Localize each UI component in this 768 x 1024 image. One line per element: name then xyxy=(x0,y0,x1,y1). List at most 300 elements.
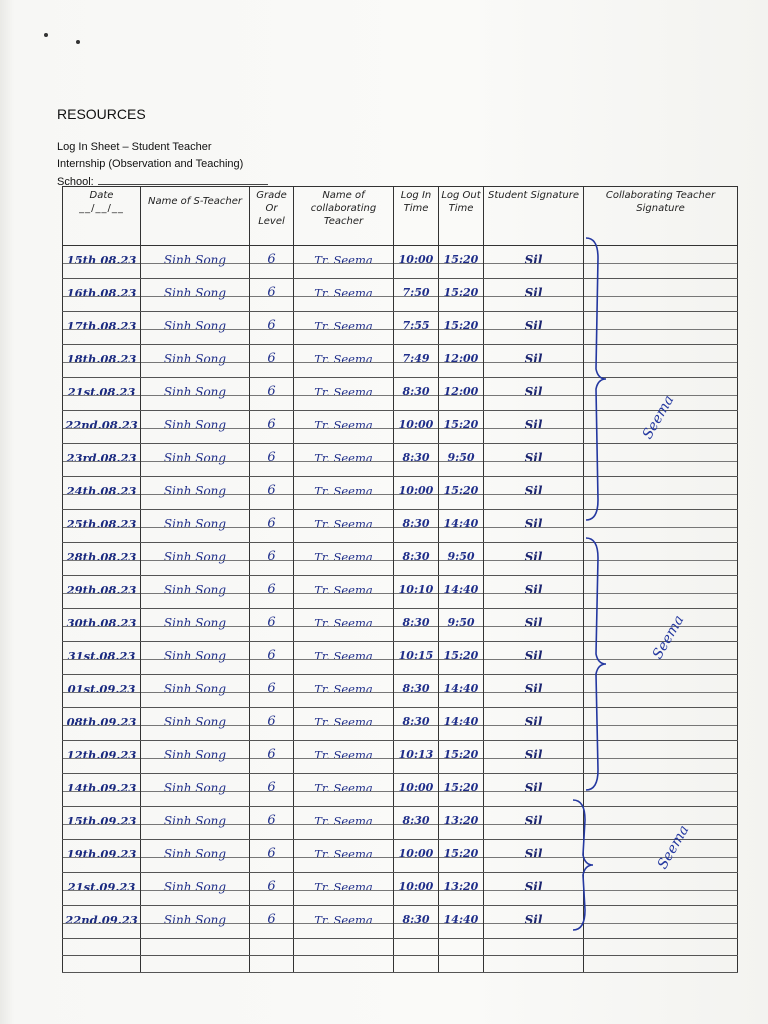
cell-in-text: 8:30 xyxy=(402,682,430,695)
cell-teacher-text: Tr. Seema xyxy=(314,484,373,498)
cell-name xyxy=(141,609,250,642)
cell-sig xyxy=(484,543,584,576)
cell-collab-signature xyxy=(584,840,738,873)
cell-out-text: 15:20 xyxy=(443,286,479,299)
cell-collab-signature xyxy=(584,675,738,708)
cell-in xyxy=(394,345,439,378)
cell-date-text: 31st.08.23 xyxy=(67,649,136,663)
cell-out xyxy=(439,411,484,444)
cell-name xyxy=(141,840,250,873)
cell-date xyxy=(63,411,141,444)
cell-collab-signature xyxy=(584,312,738,345)
cell-sig-text: Sil xyxy=(524,451,543,465)
cell-name-text: Sinh Song xyxy=(163,352,227,366)
cell-collab-signature xyxy=(584,345,738,378)
cell-out xyxy=(439,477,484,510)
cell-teacher xyxy=(294,906,394,939)
cell-name-text: Sinh Song xyxy=(163,880,227,894)
cell-date xyxy=(63,312,141,345)
collab-signature-mark: Seema xyxy=(654,822,693,872)
cell-out xyxy=(439,279,484,312)
cell-out-text: 12:00 xyxy=(443,385,479,398)
cell-grade xyxy=(250,378,294,411)
cell-sig xyxy=(484,477,584,510)
cell-grade-text: 6 xyxy=(267,516,276,531)
cell-sig-text: Sil xyxy=(524,913,543,927)
cell-sig-text: Sil xyxy=(524,649,543,663)
cell-grade-text: 6 xyxy=(267,582,276,597)
cell-in xyxy=(394,510,439,543)
cell-out-text: 14:40 xyxy=(443,517,479,530)
table-row xyxy=(63,246,738,279)
cell-collab-signature xyxy=(584,246,738,279)
cell-date xyxy=(63,741,141,774)
cell-date-text: 21st.08.23 xyxy=(67,385,136,399)
cell-out xyxy=(439,774,484,807)
cell-date-text: 19th.09.23 xyxy=(66,847,137,861)
cell-teacher xyxy=(294,642,394,675)
cell-out-text: 14:40 xyxy=(443,913,479,926)
cell-name-text: Sinh Song xyxy=(163,847,227,861)
cell-collab-signature xyxy=(584,873,738,906)
cell-name xyxy=(141,411,250,444)
cell-teacher xyxy=(294,510,394,543)
cell-date xyxy=(63,378,141,411)
cell-sig-text: Sil xyxy=(524,748,543,762)
cell-in-text: 8:30 xyxy=(402,715,430,728)
cell-out xyxy=(439,675,484,708)
cell-out xyxy=(439,378,484,411)
cell-teacher-text: Tr. Seema xyxy=(314,649,373,663)
cell-name xyxy=(141,708,250,741)
cell-sig-text: Sil xyxy=(524,517,543,531)
cell-out xyxy=(439,906,484,939)
cell-in-text: 8:30 xyxy=(402,616,430,629)
col-logout: Log Out Time xyxy=(439,187,484,246)
cell-grade xyxy=(250,840,294,873)
cell-name-text: Sinh Song xyxy=(163,385,227,399)
cell-name xyxy=(141,774,250,807)
cell-teacher xyxy=(294,378,394,411)
cell-in xyxy=(394,312,439,345)
cell-teacher xyxy=(294,873,394,906)
cell-out-text: 15:20 xyxy=(443,847,479,860)
cell-in-text: 10:15 xyxy=(398,649,434,662)
table-row xyxy=(63,708,738,741)
cell-grade xyxy=(250,906,294,939)
cell-collab-signature xyxy=(584,741,738,774)
cell-in-text: 10:10 xyxy=(398,583,434,596)
cell-sig xyxy=(484,642,584,675)
cell-teacher-text: Tr. Seema xyxy=(314,913,373,927)
cell-teacher xyxy=(294,444,394,477)
cell-sig xyxy=(484,873,584,906)
empty-cell xyxy=(250,956,294,973)
cell-in-text: 7:50 xyxy=(402,286,430,299)
cell-name-text: Sinh Song xyxy=(163,484,227,498)
cell-in xyxy=(394,642,439,675)
sheet-subtitle: Internship (Observation and Teaching) xyxy=(57,158,244,170)
cell-collab-signature xyxy=(584,411,738,444)
cell-sig xyxy=(484,246,584,279)
cell-in-text: 10:00 xyxy=(398,847,434,860)
cell-name xyxy=(141,873,250,906)
cell-name-text: Sinh Song xyxy=(163,517,227,531)
cell-out-text: 13:20 xyxy=(443,814,479,827)
cell-date xyxy=(63,510,141,543)
cell-name xyxy=(141,906,250,939)
cell-grade xyxy=(250,741,294,774)
cell-out-text: 13:20 xyxy=(443,880,479,893)
cell-sig xyxy=(484,345,584,378)
cell-grade xyxy=(250,576,294,609)
cell-teacher-text: Tr. Seema xyxy=(314,682,373,696)
empty-cell xyxy=(141,956,250,973)
cell-in-text: 8:30 xyxy=(402,913,430,926)
cell-out-text: 15:20 xyxy=(443,484,479,497)
header-row xyxy=(63,187,738,246)
cell-name xyxy=(141,378,250,411)
cell-name xyxy=(141,543,250,576)
cell-out xyxy=(439,609,484,642)
cell-grade xyxy=(250,642,294,675)
cell-teacher-text: Tr. Seema xyxy=(314,517,373,531)
cell-teacher-text: Tr. Seema xyxy=(314,781,373,795)
cell-teacher-text: Tr. Seema xyxy=(314,616,373,630)
cell-in xyxy=(394,246,439,279)
cell-date xyxy=(63,477,141,510)
cell-grade-text: 6 xyxy=(267,714,276,729)
cell-sig-text: Sil xyxy=(524,616,543,630)
cell-name xyxy=(141,576,250,609)
cell-grade-text: 6 xyxy=(267,780,276,795)
col-student-signature: Student Signature xyxy=(484,187,584,246)
cell-sig xyxy=(484,675,584,708)
cell-in-text: 7:55 xyxy=(402,319,430,332)
cell-teacher xyxy=(294,609,394,642)
cell-date xyxy=(63,873,141,906)
cell-grade-text: 6 xyxy=(267,879,276,894)
cell-date-text: 18th.08.23 xyxy=(66,352,137,366)
cell-in-text: 10:13 xyxy=(398,748,434,761)
cell-grade xyxy=(250,873,294,906)
cell-teacher xyxy=(294,279,394,312)
cell-teacher xyxy=(294,543,394,576)
section-title: RESOURCES xyxy=(57,106,146,122)
cell-in xyxy=(394,543,439,576)
cell-date xyxy=(63,906,141,939)
cell-sig xyxy=(484,807,584,840)
cell-out xyxy=(439,708,484,741)
cell-date-text: 23rd.08.23 xyxy=(66,451,137,465)
cell-name-text: Sinh Song xyxy=(163,715,227,729)
cell-grade-text: 6 xyxy=(267,483,276,498)
cell-in-text: 10:00 xyxy=(398,880,434,893)
cell-teacher-text: Tr. Seema xyxy=(314,319,373,333)
cell-grade xyxy=(250,246,294,279)
cell-grade xyxy=(250,444,294,477)
cell-in-text: 8:30 xyxy=(402,385,430,398)
cell-teacher xyxy=(294,411,394,444)
cell-date-text: 14th.09.23 xyxy=(66,781,137,795)
cell-sig-text: Sil xyxy=(524,385,543,399)
table-row xyxy=(63,543,738,576)
cell-collab-signature xyxy=(584,378,738,411)
cell-sig xyxy=(484,840,584,873)
cell-teacher xyxy=(294,675,394,708)
cell-name-text: Sinh Song xyxy=(163,616,227,630)
empty-cell xyxy=(584,939,738,956)
school-blank-line xyxy=(98,175,268,185)
log-table xyxy=(62,186,738,973)
cell-sig-text: Sil xyxy=(524,781,543,795)
cell-out-text: 15:20 xyxy=(443,418,479,431)
cell-name-text: Sinh Song xyxy=(163,550,227,564)
empty-cell xyxy=(484,956,584,973)
cell-teacher-text: Tr. Seema xyxy=(314,418,373,432)
cell-out-text: 15:20 xyxy=(443,649,479,662)
cell-out-text: 15:20 xyxy=(443,253,479,266)
blank-row xyxy=(63,939,738,956)
cell-date xyxy=(63,576,141,609)
cell-date-text: 30th.08.23 xyxy=(66,616,137,630)
cell-grade xyxy=(250,609,294,642)
table-row xyxy=(63,510,738,543)
cell-name-text: Sinh Song xyxy=(163,319,227,333)
cell-sig xyxy=(484,312,584,345)
cell-in xyxy=(394,675,439,708)
cell-sig xyxy=(484,708,584,741)
empty-cell xyxy=(250,939,294,956)
cell-sig-text: Sil xyxy=(524,319,543,333)
cell-teacher-text: Tr. Seema xyxy=(314,880,373,894)
cell-collab-signature xyxy=(584,576,738,609)
cell-date-text: 25th.08.23 xyxy=(66,517,137,531)
col-collab-teacher: Name of collaborating Teacher xyxy=(294,187,394,246)
cell-name-text: Sinh Song xyxy=(163,418,227,432)
table-row xyxy=(63,609,738,642)
cell-name xyxy=(141,510,250,543)
col-grade: Grade Or Level xyxy=(250,187,294,246)
cell-teacher xyxy=(294,576,394,609)
cell-sig-text: Sil xyxy=(524,286,543,300)
cell-grade-text: 6 xyxy=(267,813,276,828)
collab-signature-mark: Seema xyxy=(649,612,688,662)
cell-teacher-text: Tr. Seema xyxy=(314,847,373,861)
cell-date xyxy=(63,675,141,708)
table-row xyxy=(63,840,738,873)
cell-teacher-text: Tr. Seema xyxy=(314,715,373,729)
cell-out xyxy=(439,576,484,609)
cell-name xyxy=(141,642,250,675)
cell-date xyxy=(63,642,141,675)
cell-grade xyxy=(250,477,294,510)
table-row xyxy=(63,807,738,840)
cell-name-text: Sinh Song xyxy=(163,748,227,762)
cell-grade xyxy=(250,807,294,840)
cell-name-text: Sinh Song xyxy=(163,649,227,663)
table-row xyxy=(63,345,738,378)
empty-cell xyxy=(584,956,738,973)
cell-in xyxy=(394,378,439,411)
table-row xyxy=(63,312,738,345)
cell-sig-text: Sil xyxy=(524,583,543,597)
cell-name-text: Sinh Song xyxy=(163,286,227,300)
cell-grade-text: 6 xyxy=(267,747,276,762)
empty-cell xyxy=(394,939,439,956)
cell-date-text: 29th.08.23 xyxy=(66,583,137,597)
ink-dot xyxy=(76,40,80,44)
cell-sig xyxy=(484,378,584,411)
cell-teacher xyxy=(294,741,394,774)
cell-grade-text: 6 xyxy=(267,285,276,300)
cell-date-text: 28th.08.23 xyxy=(66,550,137,564)
cell-name xyxy=(141,477,250,510)
cell-grade-text: 6 xyxy=(267,384,276,399)
cell-sig-text: Sil xyxy=(524,253,543,267)
cell-grade-text: 6 xyxy=(267,912,276,927)
cell-teacher xyxy=(294,477,394,510)
cell-out-text: 15:20 xyxy=(443,319,479,332)
school-label: School: xyxy=(57,176,94,188)
cell-name xyxy=(141,345,250,378)
cell-out-text: 12:00 xyxy=(443,352,479,365)
cell-date-text: 16th.08.23 xyxy=(66,286,137,300)
cell-in xyxy=(394,279,439,312)
cell-out-text: 9:50 xyxy=(447,616,475,629)
cell-collab-signature xyxy=(584,510,738,543)
cell-in-text: 7:49 xyxy=(402,352,430,365)
cell-grade xyxy=(250,510,294,543)
col-date: Date __/__/__ xyxy=(63,187,141,246)
cell-out xyxy=(439,312,484,345)
cell-teacher-text: Tr. Seema xyxy=(314,550,373,564)
table-row xyxy=(63,906,738,939)
cell-sig-text: Sil xyxy=(524,550,543,564)
cell-teacher xyxy=(294,312,394,345)
cell-teacher xyxy=(294,345,394,378)
col-login: Log In Time xyxy=(394,187,439,246)
cell-in xyxy=(394,477,439,510)
cell-out-text: 9:50 xyxy=(447,451,475,464)
cell-sig xyxy=(484,411,584,444)
empty-cell xyxy=(63,939,141,956)
cell-sig xyxy=(484,609,584,642)
cell-grade xyxy=(250,774,294,807)
cell-out xyxy=(439,345,484,378)
cell-out xyxy=(439,807,484,840)
cell-in xyxy=(394,411,439,444)
cell-name xyxy=(141,807,250,840)
cell-sig xyxy=(484,906,584,939)
cell-out xyxy=(439,246,484,279)
cell-in xyxy=(394,708,439,741)
cell-out xyxy=(439,444,484,477)
cell-grade-text: 6 xyxy=(267,450,276,465)
cell-sig-text: Sil xyxy=(524,814,543,828)
table-row xyxy=(63,774,738,807)
cell-grade xyxy=(250,411,294,444)
cell-in xyxy=(394,774,439,807)
cell-date-text: 08th.09.23 xyxy=(66,715,137,729)
cell-in-text: 10:00 xyxy=(398,781,434,794)
cell-teacher-text: Tr. Seema xyxy=(314,286,373,300)
cell-collab-signature xyxy=(584,609,738,642)
cell-in-text: 8:30 xyxy=(402,550,430,563)
cell-sig xyxy=(484,741,584,774)
empty-cell xyxy=(294,956,394,973)
cell-date xyxy=(63,708,141,741)
cell-date xyxy=(63,609,141,642)
cell-collab-signature xyxy=(584,444,738,477)
cell-in xyxy=(394,576,439,609)
cell-in xyxy=(394,807,439,840)
cell-in-text: 8:30 xyxy=(402,814,430,827)
cell-collab-signature xyxy=(584,708,738,741)
cell-teacher xyxy=(294,708,394,741)
cell-date xyxy=(63,543,141,576)
cell-grade-text: 6 xyxy=(267,318,276,333)
cell-name xyxy=(141,279,250,312)
cell-date-text: 12th.09.23 xyxy=(66,748,137,762)
table-row xyxy=(63,279,738,312)
cell-date-text: 01st.09.23 xyxy=(67,682,136,696)
cell-in-text: 8:30 xyxy=(402,451,430,464)
table-row xyxy=(63,642,738,675)
cell-in xyxy=(394,444,439,477)
cell-date xyxy=(63,807,141,840)
cell-in xyxy=(394,906,439,939)
cell-teacher-text: Tr. Seema xyxy=(314,253,373,267)
empty-cell xyxy=(141,939,250,956)
table-row xyxy=(63,741,738,774)
cell-date xyxy=(63,774,141,807)
cell-grade-text: 6 xyxy=(267,252,276,267)
cell-grade-text: 6 xyxy=(267,615,276,630)
cell-name-text: Sinh Song xyxy=(163,682,227,696)
collab-signature-mark: Seema xyxy=(639,392,678,442)
empty-cell xyxy=(439,956,484,973)
cell-date-text: 17th.08.23 xyxy=(66,319,137,333)
empty-cell xyxy=(294,939,394,956)
cell-teacher xyxy=(294,807,394,840)
empty-cell xyxy=(63,956,141,973)
cell-name-text: Sinh Song xyxy=(163,583,227,597)
cell-collab-signature xyxy=(584,906,738,939)
cell-date-text: 15th 08.23 xyxy=(66,253,137,267)
cell-out-text: 14:40 xyxy=(443,583,479,596)
cell-name xyxy=(141,444,250,477)
cell-name xyxy=(141,741,250,774)
cell-collab-signature xyxy=(584,279,738,312)
cell-name-text: Sinh Song xyxy=(163,253,227,267)
cell-collab-signature xyxy=(584,477,738,510)
cell-collab-signature xyxy=(584,543,738,576)
table-row xyxy=(63,873,738,906)
table-row xyxy=(63,378,738,411)
blank-row xyxy=(63,956,738,973)
cell-in-text: 10:00 xyxy=(398,253,434,266)
cell-date-text: 21st.09.23 xyxy=(67,880,136,894)
empty-cell xyxy=(439,939,484,956)
cell-name xyxy=(141,246,250,279)
cell-grade-text: 6 xyxy=(267,648,276,663)
cell-sig-text: Sil xyxy=(524,352,543,366)
cell-teacher-text: Tr. Seema xyxy=(314,814,373,828)
cell-date xyxy=(63,345,141,378)
ink-dot xyxy=(44,33,48,37)
cell-out-text: 14:40 xyxy=(443,715,479,728)
